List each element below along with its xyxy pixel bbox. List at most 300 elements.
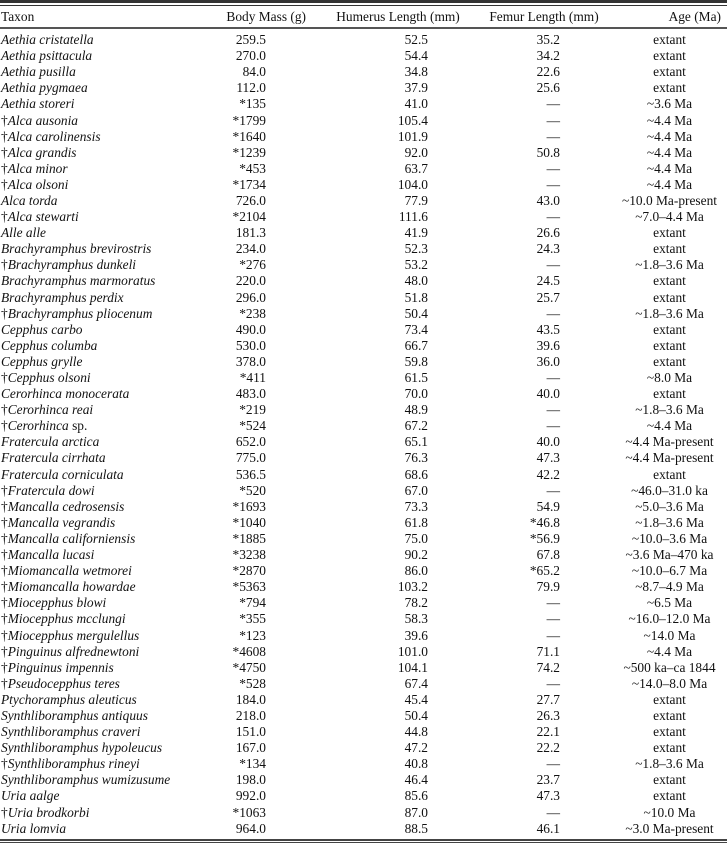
table-row [0, 29, 727, 48]
age-cell: extant [653, 225, 686, 241]
taxon-name: Alca olsoni [7, 176, 69, 192]
age-cell: extant [653, 241, 686, 257]
taxon-cell [0, 483, 208, 499]
table-row [0, 547, 727, 563]
humerus-length-cell: 78.2 [404, 595, 428, 611]
humerus-length-cell: 68.6 [404, 466, 428, 482]
body-mass-cell: 530.0 [235, 337, 266, 353]
age-cell: ~16.0–12.0 Ma [628, 611, 711, 627]
humerus-length-cell: 70.0 [404, 386, 428, 402]
taxon-cell [0, 515, 208, 531]
humerus-length-cell: 105.4 [397, 112, 428, 128]
humerus-length-cell: 92.0 [404, 144, 428, 160]
femur-length-cell: 23.7 [536, 772, 560, 788]
taxon-cell [0, 434, 208, 450]
body-mass-cell: 483.0 [235, 386, 266, 402]
table-row [0, 177, 727, 193]
body-mass-cell: *3238 [232, 547, 266, 563]
humerus-length-cell: 75.0 [404, 530, 428, 546]
table-row [0, 644, 727, 660]
table-row [0, 241, 727, 257]
humerus-length-cell: 90.2 [404, 547, 428, 563]
taxon-name: Fratercula cirrhata [1, 450, 106, 466]
extinct-dagger-marker: † [1, 514, 8, 530]
taxon-cell [0, 48, 208, 64]
humerus-length-cell: 53.2 [404, 257, 428, 273]
table-row [0, 112, 727, 128]
table-row [0, 402, 727, 418]
taxon-name: Miomancalla wetmorei [7, 563, 132, 579]
femur-length-cell: 40.0 [536, 434, 560, 450]
humerus-length-cell: 65.1 [404, 434, 428, 450]
femur-length-cell: 25.7 [536, 289, 560, 305]
table-row [0, 145, 727, 161]
age-cell: ~10.0–3.6 Ma [631, 530, 708, 546]
taxon-cell [0, 740, 208, 756]
femur-length-cell: 47.3 [536, 788, 560, 804]
table-row [0, 450, 727, 466]
femur-length-cell: — [546, 595, 560, 611]
body-mass-cell: 218.0 [235, 707, 266, 723]
femur-length-cell: — [546, 209, 560, 225]
table-row [0, 434, 727, 450]
age-cell: extant [653, 64, 686, 80]
age-cell: ~3.6 Ma–470 ka [625, 547, 714, 563]
table-row [0, 595, 727, 611]
humerus-length-cell: 41.9 [404, 225, 428, 241]
extinct-dagger-marker: † [1, 112, 8, 128]
body-mass-cell: *2870 [232, 563, 266, 579]
table-row [0, 80, 727, 96]
extinct-dagger-marker: † [1, 176, 8, 192]
age-cell: ~4.4 Ma [646, 643, 693, 659]
taxon-name: Pseudocepphus teres [7, 675, 120, 691]
taxon-name: Fratercula corniculata [1, 466, 124, 482]
femur-length-cell: 40.0 [536, 386, 560, 402]
femur-length-cell: 74.2 [536, 659, 560, 675]
extinct-dagger-marker: † [1, 756, 8, 772]
body-mass-cell: 490.0 [235, 321, 266, 337]
age-cell: extant [653, 724, 686, 740]
age-cell: ~8.7–4.9 Ma [635, 579, 704, 595]
humerus-length-cell: 61.5 [404, 370, 428, 386]
table-row [0, 563, 727, 579]
humerus-length-cell: 52.5 [404, 32, 428, 48]
femur-length-cell: — [546, 627, 560, 643]
taxon-cell [0, 772, 208, 788]
body-mass-cell: *4750 [232, 659, 266, 675]
taxon-name: Uria lomvia [1, 820, 67, 836]
taxon-name: Miocepphus blowi [7, 595, 107, 611]
femur-length-cell: — [546, 370, 560, 386]
table-row [0, 708, 727, 724]
taxon-cell [0, 64, 208, 80]
extinct-dagger-marker: † [1, 659, 8, 675]
taxon-name: Pinguinus impennis [7, 659, 114, 675]
age-cell: extant [653, 466, 686, 482]
header-humerus-length: Humerus Length (mm) [336, 8, 460, 24]
femur-length-cell: 22.6 [536, 64, 560, 80]
femur-length-cell: 71.1 [536, 643, 560, 659]
extinct-dagger-marker: † [1, 257, 8, 273]
bottom-rule-thick [0, 839, 727, 841]
taxon-name: Cerorhinca [7, 418, 69, 434]
humerus-length-cell: 63.7 [404, 160, 428, 176]
taxon-cell [0, 418, 208, 434]
table-row [0, 129, 727, 145]
femur-length-cell: 25.6 [536, 80, 560, 96]
body-mass-cell: *4608 [232, 643, 266, 659]
extinct-dagger-marker: † [1, 675, 8, 691]
table-row [0, 692, 727, 708]
taxon-name: Alle alle [1, 225, 46, 241]
taxon-cell [0, 96, 208, 112]
femur-length-cell: 24.5 [536, 273, 560, 289]
femur-length-cell: 22.1 [536, 724, 560, 740]
humerus-length-cell: 101.9 [397, 128, 428, 144]
humerus-length-cell: 45.4 [404, 691, 428, 707]
body-mass-cell: 198.0 [235, 772, 266, 788]
table-row [0, 756, 727, 772]
body-mass-cell: 775.0 [235, 450, 266, 466]
header-taxon: Taxon [1, 8, 35, 24]
body-mass-cell: 652.0 [235, 434, 266, 450]
table-row [0, 161, 727, 177]
header-age: Age (Ma) [668, 8, 721, 24]
taxon-cell [0, 145, 208, 161]
body-mass-cell: *238 [239, 305, 266, 321]
table-row [0, 354, 727, 370]
table-row [0, 273, 727, 289]
femur-length-cell: 67.8 [536, 547, 560, 563]
age-cell: extant [653, 273, 686, 289]
femur-length-cell: — [546, 112, 560, 128]
table-row [0, 676, 727, 692]
taxon-cell [0, 467, 208, 483]
taxon-name: Brachyramphus marmoratus [1, 273, 156, 289]
body-mass-cell: 726.0 [235, 192, 266, 208]
body-mass-cell: 964.0 [235, 820, 266, 836]
extinct-dagger-marker: † [1, 563, 8, 579]
taxon-cell [0, 177, 208, 193]
extinct-dagger-marker: † [1, 144, 8, 160]
age-cell: ~4.4 Ma [646, 128, 693, 144]
taxon-cell [0, 805, 208, 821]
taxon-name: Cerorhinca monocerata [1, 386, 130, 402]
taxon-name: Mancalla californiensis [7, 530, 136, 546]
taxon-cell [0, 273, 208, 289]
taxon-name: Cepphus grylle [1, 353, 83, 369]
taxon-cell [0, 241, 208, 257]
femur-length-cell: — [546, 96, 560, 112]
table-row [0, 660, 727, 676]
table-row [0, 627, 727, 643]
femur-length-cell: 24.3 [536, 241, 560, 257]
humerus-length-cell: 48.0 [404, 273, 428, 289]
taxon-name: Alca ausonia [7, 112, 78, 128]
humerus-length-cell: 50.4 [404, 707, 428, 723]
femur-length-cell: — [546, 418, 560, 434]
age-cell: ~10.0–6.7 Ma [631, 563, 708, 579]
body-mass-cell: 184.0 [235, 691, 266, 707]
age-cell: extant [653, 353, 686, 369]
humerus-length-cell: 103.2 [397, 579, 428, 595]
table-row [0, 418, 727, 434]
age-cell: ~4.4 Ma [646, 418, 693, 434]
taxon-name: Cerorhinca reai [7, 402, 94, 418]
table-row [0, 64, 727, 80]
table-row [0, 467, 727, 483]
taxon-cell [0, 112, 208, 128]
taxon-name: Pinguinus alfrednewtoni [7, 643, 140, 659]
taxon-name: Miocepphus mcclungi [7, 611, 126, 627]
extinct-dagger-marker: † [1, 530, 8, 546]
taxon-cell [0, 627, 208, 643]
table-row [0, 96, 727, 112]
body-mass-cell: 151.0 [235, 724, 266, 740]
age-cell: ~4.4 Ma-present [625, 450, 714, 466]
body-mass-cell: *2104 [232, 209, 266, 225]
age-cell: extant [653, 289, 686, 305]
extinct-dagger-marker: † [1, 627, 8, 643]
femur-length-cell: — [546, 160, 560, 176]
body-mass-cell: *411 [239, 370, 266, 386]
extinct-dagger-marker: † [1, 804, 8, 820]
humerus-length-cell: 104.1 [397, 659, 428, 675]
body-mass-cell: *1734 [232, 176, 266, 192]
taxon-name: Fratercula dowi [7, 482, 95, 498]
taxon-cell [0, 499, 208, 515]
header-row [0, 6, 727, 28]
extinct-dagger-marker: † [1, 498, 8, 514]
body-mass-cell: *524 [239, 418, 266, 434]
table-row [0, 740, 727, 756]
femur-length-cell: — [546, 611, 560, 627]
humerus-length-cell: 67.4 [404, 675, 428, 691]
taxon-name: Mancalla vegrandis [7, 514, 116, 530]
header-body-mass: Body Mass (g) [226, 8, 306, 24]
taxon-cell [0, 80, 208, 96]
taxon-cell [0, 563, 208, 579]
taxon-suffix: sp. [68, 418, 88, 434]
table-row [0, 531, 727, 547]
taxon-cell [0, 209, 208, 225]
table-row [0, 370, 727, 386]
femur-length-cell: — [546, 305, 560, 321]
age-cell: extant [653, 80, 686, 96]
taxon-cell [0, 579, 208, 595]
humerus-length-cell: 47.2 [404, 740, 428, 756]
extinct-dagger-marker: † [1, 547, 8, 563]
humerus-length-cell: 59.8 [404, 353, 428, 369]
femur-length-cell: 79.9 [536, 579, 560, 595]
humerus-length-cell: 54.4 [404, 48, 428, 64]
body-mass-cell: *1063 [232, 804, 266, 820]
taxon-cell [0, 338, 208, 354]
femur-length-cell: 46.1 [536, 820, 560, 836]
body-mass-cell: 259.5 [235, 32, 266, 48]
body-mass-cell: *276 [239, 257, 266, 273]
taxon-cell [0, 531, 208, 547]
taxon-name: Uria aalge [1, 788, 60, 804]
humerus-length-cell: 58.3 [404, 611, 428, 627]
femur-length-cell: 26.3 [536, 707, 560, 723]
taxon-name: Ptychoramphus aleuticus [1, 691, 137, 707]
body-mass-cell: *219 [239, 402, 266, 418]
extinct-dagger-marker: † [1, 209, 8, 225]
taxon-name: Aethia psittacula [1, 48, 93, 64]
taxon-name: Alca carolinensis [7, 128, 101, 144]
humerus-length-cell: 66.7 [404, 337, 428, 353]
body-mass-cell: *528 [239, 675, 266, 691]
table-row [0, 386, 727, 402]
body-mass-cell: *520 [239, 482, 266, 498]
humerus-length-cell: 37.9 [404, 80, 428, 96]
humerus-length-cell: 44.8 [404, 724, 428, 740]
age-cell: ~500 ka–ca 1844 [623, 659, 716, 675]
femur-length-cell: 43.0 [536, 192, 560, 208]
taxon-cell [0, 724, 208, 740]
body-mass-cell: *1885 [232, 530, 266, 546]
taxon-cell [0, 821, 208, 837]
age-cell: ~4.4 Ma [646, 176, 693, 192]
femur-length-cell: 26.6 [536, 225, 560, 241]
body-mass-cell: 378.0 [235, 353, 266, 369]
humerus-length-cell: 101.0 [397, 643, 428, 659]
table-row [0, 805, 727, 821]
humerus-length-cell: 67.2 [404, 418, 428, 434]
body-mass-cell: 270.0 [235, 48, 266, 64]
taxon-name: Cepphus carbo [1, 321, 83, 337]
taxon-name: Uria brodkorbi [7, 804, 90, 820]
taxon-cell [0, 595, 208, 611]
table-body [0, 29, 727, 837]
taxon-name: Fratercula arctica [1, 434, 100, 450]
taxon-cell [0, 386, 208, 402]
table-row [0, 290, 727, 306]
taxon-name: Miocepphus mergulellus [7, 627, 140, 643]
age-cell: ~1.8–3.6 Ma [635, 402, 704, 418]
humerus-length-cell: 87.0 [404, 804, 428, 820]
table-row [0, 515, 727, 531]
humerus-length-cell: 86.0 [404, 563, 428, 579]
taxon-cell [0, 660, 208, 676]
age-cell: ~7.0–4.4 Ma [635, 209, 704, 225]
age-cell: ~4.4 Ma [646, 144, 693, 160]
femur-length-cell: — [546, 756, 560, 772]
body-mass-cell: 536.5 [235, 466, 266, 482]
table-row [0, 257, 727, 273]
extinct-dagger-marker: † [1, 579, 8, 595]
body-mass-cell: 234.0 [235, 241, 266, 257]
femur-length-cell: 54.9 [536, 498, 560, 514]
humerus-length-cell: 41.0 [404, 96, 428, 112]
age-cell: ~4.4 Ma [646, 160, 693, 176]
taxon-cell [0, 322, 208, 338]
humerus-length-cell: 48.9 [404, 402, 428, 418]
body-mass-cell: *1693 [232, 498, 266, 514]
body-mass-cell: *5363 [232, 579, 266, 595]
femur-length-cell: — [546, 675, 560, 691]
taxon-name: Synthliboramphus antiquus [1, 707, 148, 723]
body-mass-cell: 220.0 [235, 273, 266, 289]
taxon-name: Alca grandis [7, 144, 77, 160]
taxon-cell [0, 129, 208, 145]
taxon-name: Aethia cristatella [1, 32, 94, 48]
extinct-dagger-marker: † [1, 482, 8, 498]
age-cell: ~46.0–31.0 ka [631, 482, 708, 498]
age-cell: ~1.8–3.6 Ma [635, 756, 704, 772]
age-cell: ~4.4 Ma-present [625, 434, 714, 450]
taxon-measurements-table [0, 6, 727, 837]
femur-length-cell: 43.5 [536, 321, 560, 337]
taxon-name: Alca minor [7, 160, 68, 176]
age-cell: ~1.8–3.6 Ma [635, 514, 704, 530]
age-cell: ~14.0–8.0 Ma [631, 675, 708, 691]
taxon-cell [0, 644, 208, 660]
femur-length-cell: — [546, 482, 560, 498]
table-row [0, 724, 727, 740]
body-mass-cell: 112.0 [236, 80, 266, 96]
age-cell: ~3.6 Ma [646, 96, 693, 112]
table-row [0, 821, 727, 837]
femur-length-cell: — [546, 257, 560, 273]
humerus-length-cell: 50.4 [404, 305, 428, 321]
femur-length-cell: *65.2 [529, 563, 560, 579]
taxon-name: Cepphus olsoni [7, 370, 91, 386]
table-row [0, 322, 727, 338]
taxon-cell [0, 708, 208, 724]
femur-length-cell: 50.8 [536, 144, 560, 160]
age-cell: ~4.4 Ma [646, 112, 693, 128]
table-row [0, 788, 727, 804]
extinct-dagger-marker: † [1, 418, 8, 434]
taxon-name: Miomancalla howardae [7, 579, 136, 595]
taxon-name: Aethia storeri [1, 96, 75, 112]
femur-length-cell: — [546, 402, 560, 418]
body-mass-cell: *135 [239, 96, 266, 112]
table-row [0, 225, 727, 241]
body-mass-cell: 181.3 [235, 225, 266, 241]
body-mass-cell: *1799 [232, 112, 266, 128]
taxon-name: Brachyramphus dunkeli [7, 257, 137, 273]
age-cell: extant [653, 707, 686, 723]
table-row [0, 611, 727, 627]
humerus-length-cell: 88.5 [404, 820, 428, 836]
humerus-length-cell: 85.6 [404, 788, 428, 804]
age-cell: extant [653, 772, 686, 788]
table-row [0, 193, 727, 209]
humerus-length-cell: 77.9 [404, 192, 428, 208]
humerus-length-cell: 51.8 [404, 289, 428, 305]
humerus-length-cell: 67.0 [404, 482, 428, 498]
femur-length-cell: 39.6 [536, 337, 560, 353]
body-mass-cell: 84.0 [242, 64, 266, 80]
taxon-name: Alca stewarti [7, 209, 79, 225]
age-cell: ~1.8–3.6 Ma [635, 257, 704, 273]
table-row [0, 338, 727, 354]
femur-length-cell: — [546, 804, 560, 820]
extinct-dagger-marker: † [1, 370, 8, 386]
humerus-length-cell: 73.3 [404, 498, 428, 514]
taxon-name: Aethia pygmaea [1, 80, 88, 96]
age-cell: extant [653, 691, 686, 707]
femur-length-cell: — [546, 176, 560, 192]
taxon-name: Brachyramphus perdix [1, 289, 124, 305]
age-cell: extant [653, 788, 686, 804]
extinct-dagger-marker: † [1, 611, 8, 627]
femur-length-cell: 47.3 [536, 450, 560, 466]
